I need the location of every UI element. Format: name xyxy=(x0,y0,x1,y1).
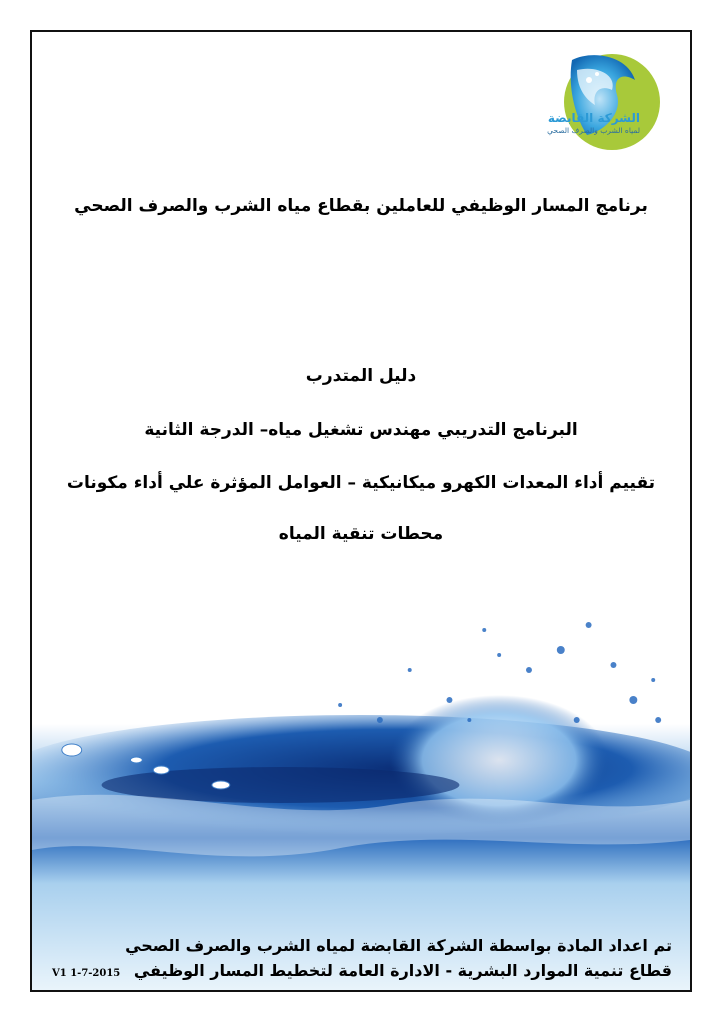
footer-sector xyxy=(52,961,672,980)
water-splash-image xyxy=(32,610,690,990)
footer-sector-text: قطاع تنمية الموارد البشرية - الادارة العامة لتخطيط المسار الوظيفي xyxy=(133,961,672,980)
footer-prepared-by: تم اعداد المادة بواسطة الشركة القابضة لمياه الشرب والصرف الصحي xyxy=(125,936,672,955)
company-logo xyxy=(517,50,662,160)
subject-line-2: محطات تنقية المياه xyxy=(278,524,444,544)
logo-company-name: الشركة القابضة xyxy=(547,111,640,125)
logo-company-sub: لمياه الشرب والصرف الصحي xyxy=(547,126,640,136)
version-label: V1 1-7-2015 xyxy=(52,968,121,979)
guide-title: دليل المتدرب xyxy=(305,366,417,386)
subject-line-1: تقييم أداء المعدات الكهرو ميكانيكية – العوامل المؤثرة علي أداء مكونات xyxy=(66,473,656,493)
logo-text xyxy=(547,112,640,135)
footer xyxy=(52,936,672,980)
training-program-title: البرنامج التدريبي مهندس تشغيل مياه– الدرجة الثانية xyxy=(144,420,578,440)
program-title: برنامج المسار الوظيفي للعاملين بقطاع مياه الشرب والصرف الصحي xyxy=(74,196,648,216)
page-frame xyxy=(30,30,692,992)
